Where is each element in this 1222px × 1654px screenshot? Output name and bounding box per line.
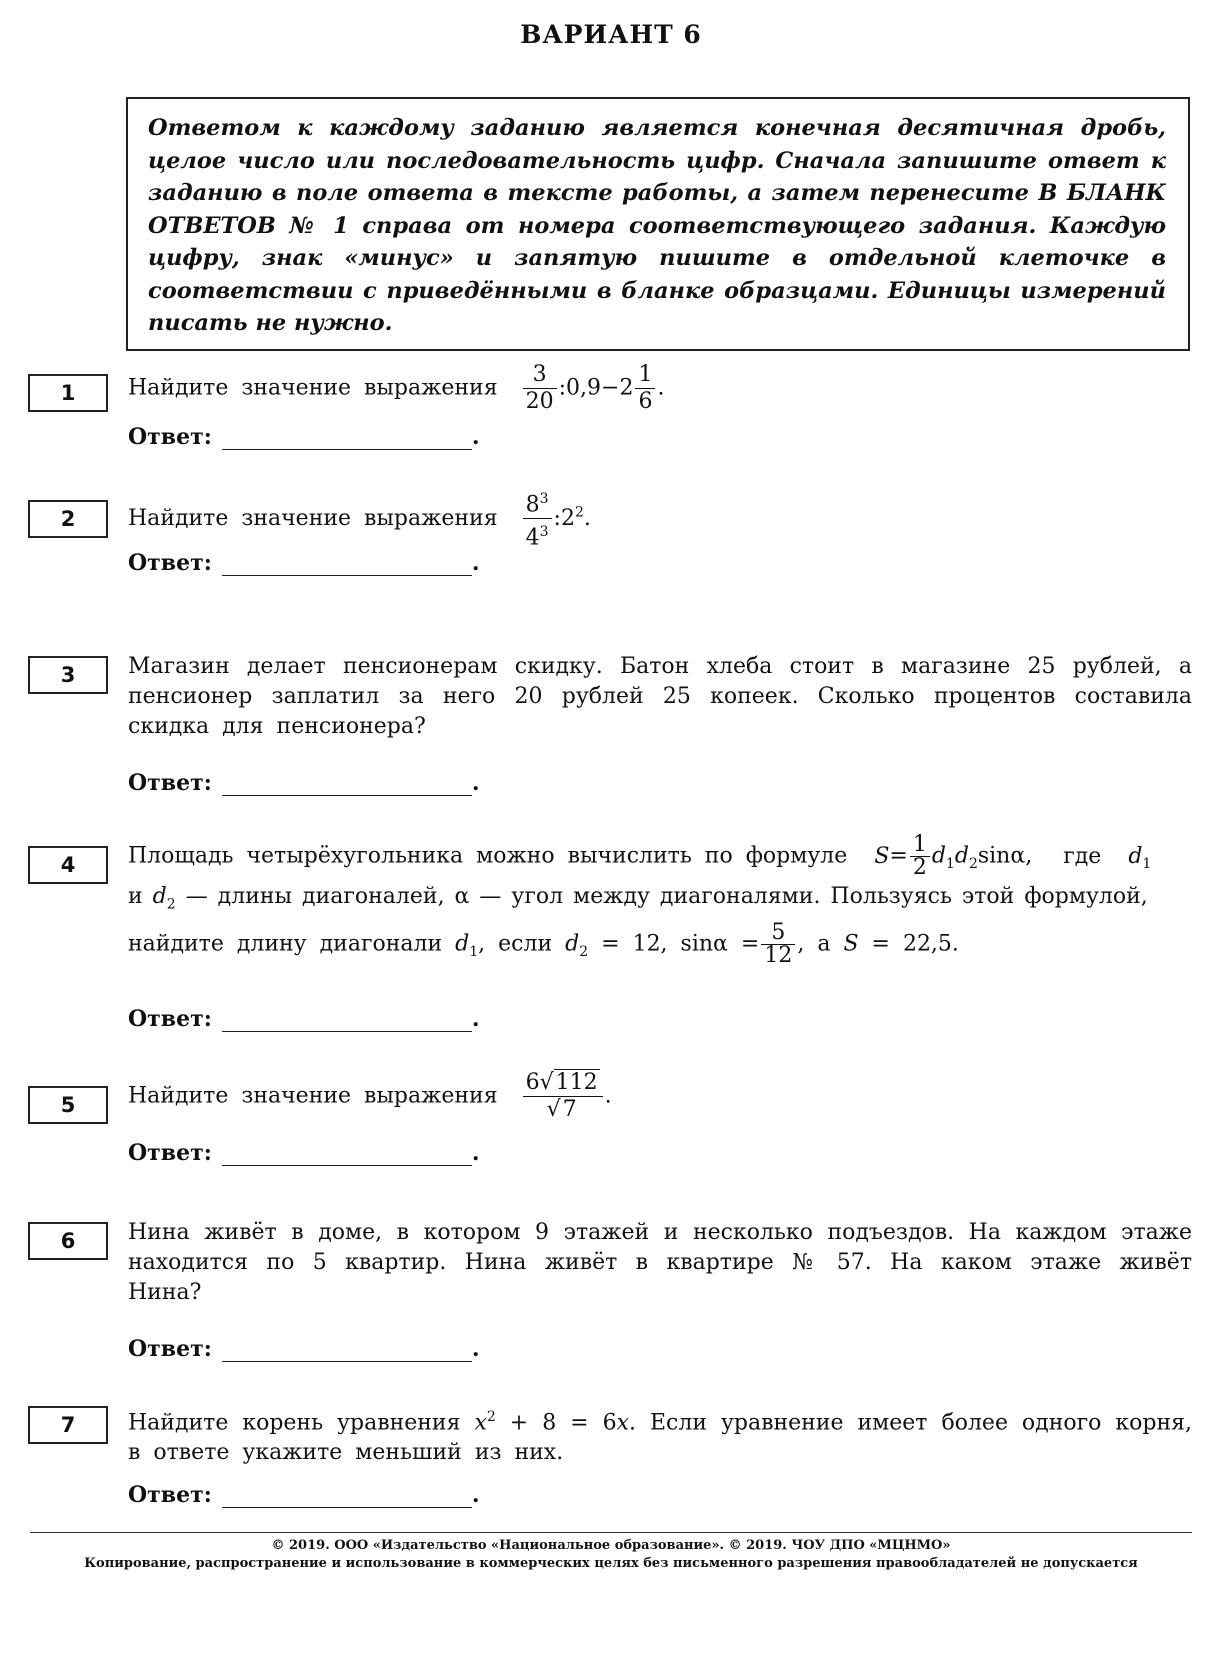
expr-middle: :0,9−2 [558,375,634,401]
task-word: где [1063,843,1102,869]
denominator: 4 [525,525,540,551]
task-prompt: Площадь четырёхугольника можно вычислить по формуле [128,843,848,869]
equation-var: x [474,1410,487,1436]
answer-label: Ответ: [128,424,212,450]
answer-row [128,1336,480,1362]
task-text-part: — длины диагоналей, α — угол между диагоналями. Пользуясь этой формулой, [185,884,1148,909]
task-text-part: , если [478,931,553,957]
denominator: 12 [764,943,793,968]
answer-row [128,1140,480,1166]
formula-var: d [565,931,580,957]
numerator: 1 [635,362,655,389]
answer-row [128,550,480,576]
answer-label: Ответ: [128,770,212,796]
mixed-fraction [635,362,655,415]
answer-end: . [471,1336,480,1362]
numerator-exponent: 3 [539,491,549,507]
answer-end: . [471,1482,480,1508]
answer-row [128,770,480,796]
formula-var: d [1128,843,1143,869]
answer-end: . [471,424,480,450]
formula-sub: 2 [968,855,978,872]
task-number: 4 [28,846,108,884]
answer-label: Ответ: [128,1482,212,1508]
fraction: $\frac{6√112}{√7}$ [523,1070,603,1123]
formula-sub: 1 [945,855,955,872]
fraction [761,922,795,967]
task-number: 1 [28,374,108,412]
denominator-radicand: 7 [562,1097,577,1122]
formula-sub: 1 [1142,855,1152,872]
answer-label: Ответ: [128,550,212,576]
answer-label: Ответ: [128,1140,212,1166]
expr-end: . [583,505,591,531]
numerator: 8 [525,492,540,518]
answer-end: . [471,770,480,796]
task-text [128,1070,1192,1123]
task-word: и [128,884,143,909]
task-text-part: = 12, sinα = [601,931,760,957]
task-text-part: = 22,5. [871,931,959,957]
answer-end: . [471,550,480,576]
answer-field[interactable] [222,1143,472,1166]
answer-field[interactable] [222,1485,472,1508]
formula-var: d [954,843,969,869]
task-text-line-1 [128,834,1192,879]
formula-sub: 1 [469,943,479,960]
answer-end: . [471,1006,480,1032]
task-number: 6 [28,1222,108,1260]
task-text [128,362,1192,415]
task-prompt: Найдите значение выражения [128,505,498,531]
formula-var: d [152,884,167,909]
answer-field[interactable] [222,773,472,796]
page-title: ВАРИАНТ 6 [520,20,702,49]
task-prompt: Найдите значение выражения [128,1083,498,1109]
task-text-part: найдите длину диагонали [128,931,443,957]
fraction [523,486,552,552]
formula-sub: 2 [166,896,176,913]
answer-label: Ответ: [128,1006,212,1032]
numerator: 3 [523,362,557,389]
expr-end: . [604,1083,612,1109]
task-text-part: Найдите корень уравнения [128,1410,461,1436]
answer-field[interactable] [222,1009,472,1032]
denominator-exponent: 3 [539,524,549,541]
footer-divider [30,1532,1192,1533]
formula-var: S [843,931,859,957]
formula-eq: = [889,843,908,869]
footer-copyright: © 2019. ООО «Издательство «Национальное образование». © 2019. ЧОУ ДПО «МЦНМО» [271,1538,951,1553]
equation-var: x [616,1410,629,1436]
numerator-radicand: 112 [555,1070,598,1095]
task-number: 3 [28,656,108,694]
expr-exponent: 2 [574,504,584,521]
answer-row [128,424,480,450]
task-text-part: . Если уравнение имеет более одного корня, в ответе укажите меньший из них. [128,1410,1192,1466]
numerator: 5 [761,922,795,945]
formula-fraction [910,834,930,879]
task-number: 5 [28,1086,108,1124]
task-text: Нина живёт в доме, в котором 9 этажей и несколько подъездов. На каждом этаже находится по 5 квартир. Нина живёт в квартире № 57. На каком этаже живёт Нина? [128,1220,1192,1305]
answer-row [128,1006,480,1032]
equation-rest: + 8 = 6 [495,1410,617,1436]
task-text: Магазин делает пенсионерам скидку. Батон хлеба стоит в магазине 25 рублей, а пенсионер заплатил за него 20 рублей 25 копеек. Сколько процентов составила скидка для пенсионера? [128,654,1192,739]
task-number: 2 [28,500,108,538]
denominator: 20 [525,389,554,414]
answer-field[interactable] [222,553,472,576]
answer-field[interactable] [222,1339,472,1362]
answer-field[interactable] [222,427,472,450]
task-text [128,486,1192,552]
task-prompt: Найдите значение выражения [128,375,498,401]
task-text-part: , а [797,931,831,957]
footer-notice: Копирование, распространение и использование в коммерческих целях без письменного разрешения правообладателей не допускается [84,1556,1138,1571]
task-text-line-3 [128,922,1192,967]
expr-end: . [657,375,665,401]
answer-end: . [471,1140,480,1166]
task-text [128,1402,1192,1468]
numerator-coefficient: 6 [525,1070,540,1095]
answer-row [128,1482,480,1508]
formula-var: d [931,843,946,869]
formula-sub: 2 [579,943,589,960]
numerator: 1 [910,834,930,857]
expr-middle: :2 [553,505,575,531]
fraction [523,362,557,415]
formula-var: S [874,843,890,869]
task-text-line-2 [128,882,1192,919]
equation-exponent: 2 [486,1409,496,1425]
task-number: 7 [28,1406,108,1444]
denominator: 6 [638,389,653,414]
answer-label: Ответ: [128,1336,212,1362]
instructions-box: Ответом к каждому заданию является конечная десятичная дробь, целое число или последовательность цифр. Сначала запишите ответ к заданию в поле ответа в тексте работы, а затем перенесите В БЛАНК ОТВЕТОВ № 1 справа от номера соответствующего задания. Каждую цифру, знак «минус» и запятую пишите в отдельной клеточке в соответствии с приведёнными в бланке образцами. Единицы измерений писать не нужно. [126,97,1190,351]
denominator: 2 [912,855,927,880]
formula-var: d [455,931,470,957]
formula-sin: sinα, [977,843,1033,869]
